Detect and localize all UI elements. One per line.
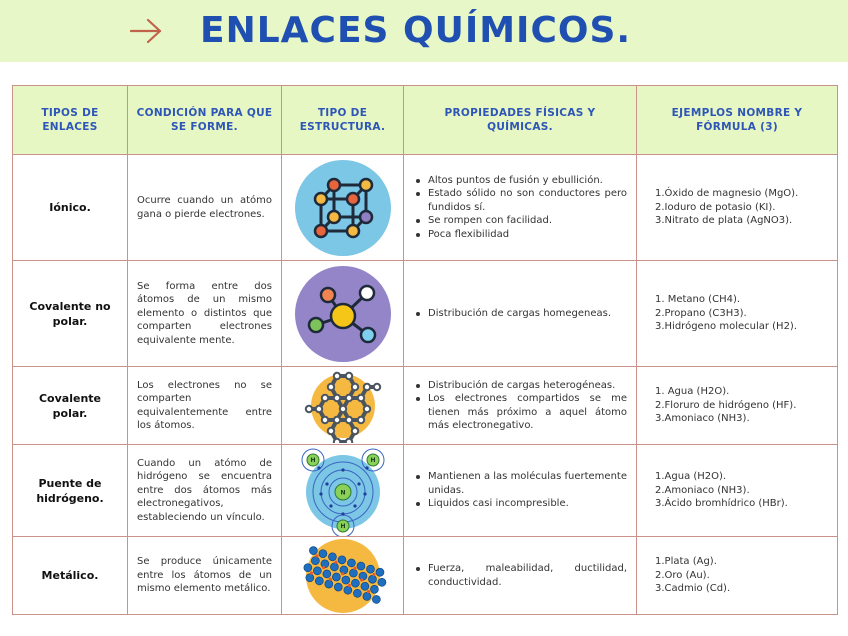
page-title: ENLACES QUÍMICOS.: [200, 10, 632, 51]
structure-cell: [282, 155, 404, 261]
list-item: 3.Nitrato de plata (AgNO3).: [655, 215, 793, 227]
arrow-right-icon: [128, 15, 164, 47]
bond-examples: [637, 261, 838, 367]
list-item: 1. Agua (H2O).: [655, 386, 730, 398]
table-row: [13, 261, 838, 367]
bond-properties: [404, 367, 637, 445]
column-header-properties: PROPIEDADES FÍSICAS Y QUÍMICAS.: [404, 86, 637, 155]
list-item: 1.Plata (Ag).: [655, 556, 717, 568]
bond-condition: Cuando un atómo de hidrógeno se encuentra entre dos átomos más electronegativos, estableciendo un vínculo.: [128, 445, 282, 537]
list-item: Distribución de cargas heterogéneas.: [414, 379, 627, 393]
table-row: [13, 367, 838, 445]
list-item: 1.Agua (H2O).: [655, 471, 727, 483]
bond-properties: [404, 537, 637, 615]
bond-condition: Se produce únicamente entre los átomos de un mismo elemento metálico.: [128, 537, 282, 615]
bonds-table: [12, 85, 838, 615]
bond-examples: [637, 367, 838, 445]
table-header-row: [13, 86, 838, 155]
list-item: Poca flexibilidad: [414, 228, 627, 242]
list-item: 2.Amoniaco (NH3).: [655, 484, 750, 496]
list-item: Se rompen con facilidad.: [414, 214, 627, 228]
bond-examples: [637, 155, 838, 261]
list-item: Estado sólido no son conductores pero fundidos sí.: [414, 187, 627, 214]
hydrogen-bond-atom-icon: [301, 446, 385, 536]
title-banner: [0, 0, 848, 62]
list-item: 1.Óxido de magnesio (MgO).: [655, 188, 799, 200]
bond-properties: [404, 155, 637, 261]
list-item: Fuerza, maleabilidad, ductilidad, conductividad.: [414, 562, 627, 589]
bond-condition: Ocurre cuando un atómo gana o pierde electrones.: [128, 155, 282, 261]
structure-cell: [282, 445, 404, 537]
atom-label-h: H: [339, 522, 346, 530]
list-item: 3.Amoniaco (NH3).: [655, 413, 750, 425]
bond-name: Puente de hidrógeno.: [13, 445, 128, 537]
bond-name: Iónico.: [13, 155, 128, 261]
bond-properties: [404, 445, 637, 537]
table-row: [13, 155, 838, 261]
molecule-icon: [294, 265, 392, 363]
list-item: 3.Ácido bromhídrico (HBr).: [655, 498, 788, 510]
list-item: Los electrones compartidos se me tienen más próximo a aquel átomo más electronegativo.: [414, 392, 627, 433]
list-item: Distribución de cargas homegeneas.: [414, 307, 627, 321]
list-item: 3.Cadmio (Cd).: [655, 583, 731, 595]
metallic-lattice-icon: [293, 539, 393, 613]
structure-cell: [282, 367, 404, 445]
ionic-lattice-icon: [294, 159, 392, 257]
list-item: Altos puntos de fusión y ebullición.: [414, 174, 627, 188]
hexagon-structure-icon: [303, 369, 383, 443]
list-item: 2.Propano (C3H3).: [655, 307, 747, 319]
bond-condition: Los electrones no se comparten equivalentemente entre los átomos.: [128, 367, 282, 445]
list-item: 2.Floruro de hidrógeno (HF).: [655, 399, 797, 411]
structure-cell: [282, 261, 404, 367]
list-item: 1. Metano (CH4).: [655, 294, 741, 306]
atom-label-h: H: [309, 456, 316, 464]
bond-properties: [404, 261, 637, 367]
bond-examples: [637, 537, 838, 615]
column-header-structure: TIPO DE ESTRUCTURA.: [282, 86, 404, 155]
bond-examples: [637, 445, 838, 537]
bond-name: Covalente polar.: [13, 367, 128, 445]
list-item: Mantienen a las moléculas fuertemente unidas.: [414, 470, 627, 497]
atom-label-n: N: [339, 489, 346, 496]
bond-condition: Se forma entre dos átomos de un mismo elemento o distintos que comparten electrones equivalente mente.: [128, 261, 282, 367]
list-item: 3.Hidrógeno molecular (H2).: [655, 321, 798, 333]
column-header-examples: EJEMPLOS NOMBRE Y FÓRMULA (3): [637, 86, 838, 155]
table-row: [13, 445, 838, 537]
column-header-types: TIPOS DE ENLACES: [13, 86, 128, 155]
atom-label-h: H: [369, 456, 376, 464]
bond-name: Covalente no polar.: [13, 261, 128, 367]
list-item: 2.Oro (Au).: [655, 569, 710, 581]
structure-cell: [282, 537, 404, 615]
list-item: 2.Ioduro de potasio (KI).: [655, 201, 776, 213]
list-item: Liquidos casi incompresible.: [414, 497, 627, 511]
column-header-condition: CONDICIÓN PARA QUE SE FORME.: [128, 86, 282, 155]
bond-name: Metálico.: [13, 537, 128, 615]
table-row: [13, 537, 838, 615]
